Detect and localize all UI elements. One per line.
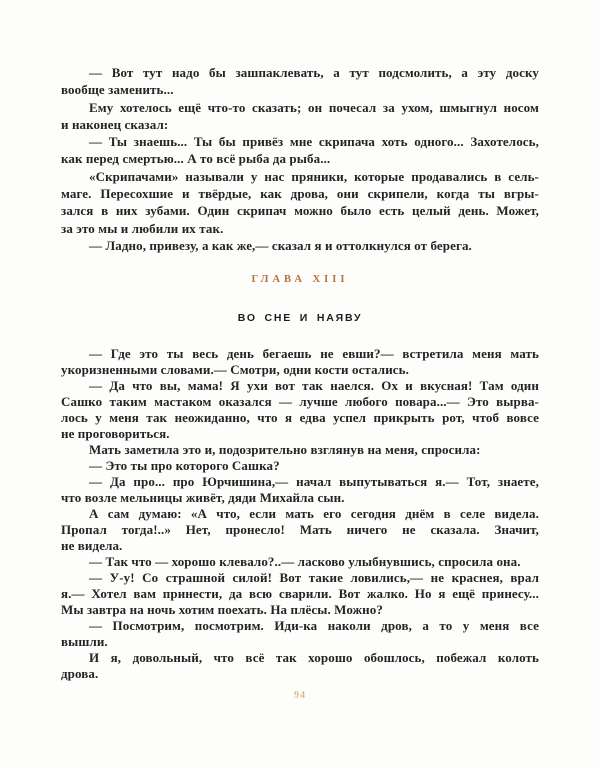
paragraph: [61, 99, 539, 134]
text-line: — У-у! Со страшной силой! Вот такие ловились,— не краснея, врал: [89, 570, 539, 586]
paragraph: [61, 618, 539, 650]
text-line: — Посмотрим, посмотрим. Иди-ка наколи дров, а то у меня все: [89, 618, 539, 634]
paragraph: [61, 168, 539, 237]
paragraph: [61, 570, 539, 618]
text-line: маге. Пересохшие и твёрдые, как дрова, они скрипели, когда ты вгры-: [61, 186, 539, 202]
chapter-heading: ГЛАВА XIII: [251, 274, 349, 286]
text-line: за это мы и любили их так.: [61, 220, 224, 236]
text-line: зался в них зубами. Один скрипач можно было есть целый день. Может,: [61, 203, 539, 219]
paragraph: [61, 133, 539, 168]
text-line: и наконец сказал:: [61, 116, 169, 132]
text-line: — Где это ты весь день бегаешь не евши?— встретила меня мать: [89, 346, 539, 362]
text-line: Ему хотелось ещё что-то сказать; он почесал за ухом, шмыгнул носом: [89, 99, 539, 115]
paragraph: [61, 378, 539, 442]
text-line: — Да что вы, мама! Я ухи вот так наелся. Ох и вкусная! Там один: [89, 378, 539, 394]
text-line: Мать заметила это и, подозрительно взглянув на меня, спросила:: [89, 442, 481, 458]
paragraph: [61, 458, 539, 474]
text-line: — Вот тут надо бы зашпаклевать, а тут подсмолить, а эту доску: [89, 65, 539, 80]
text-line: не видела.: [61, 538, 123, 554]
text-section-body: [61, 346, 539, 682]
paragraph: [61, 506, 539, 554]
paragraph: [61, 237, 539, 254]
text-section-top: [61, 64, 539, 254]
text-line: вышли.: [61, 634, 108, 650]
paragraph: [61, 474, 539, 506]
text-line: — Так что — хорошо клевало?..— ласково улыбнувшись, спросила она.: [89, 554, 521, 570]
text-line: Сашко таким мастаком оказался — лучше любого повара...— Это вырва-: [61, 394, 539, 410]
text-line: Мы завтра на ночь хотим поехать. На плёсы. Можно?: [61, 602, 383, 618]
paragraph: [61, 554, 539, 570]
text-line: не проговориться.: [61, 426, 170, 442]
paragraph: [61, 442, 539, 458]
text-line: дрова.: [61, 666, 99, 682]
text-line: «Скрипачами» называли у нас пряники, которые продавались в сель-: [89, 168, 539, 184]
text-line: я.— Хотел вам принести, да всю сварили. Вот жалко. Но я ещё принесу...: [61, 586, 539, 602]
text-line: — Да про... про Юрчишина,— начал выпутываться я.— Тот, знаете,: [89, 474, 539, 490]
chapter-title: ВО СНЕ И НАЯВУ: [237, 312, 363, 325]
text-line: Пропал тогда!..» Нет, пронесло! Мать ничего не сказала. Значит,: [61, 522, 539, 538]
text-line: — Ладно, привезу, а как же,— сказал я и оттолкнулся от берега.: [89, 237, 472, 253]
text-line: — Ты знаешь... Ты бы привёз мне скрипача хоть одного... Захотелось,: [89, 134, 539, 150]
text-line: лось у меня так неожиданно, что я едва успел прикрыть рот, чтоб вовсе: [61, 410, 539, 426]
text-line: И я, довольный, что всё так хорошо обошлось, побежал колоть: [89, 650, 539, 666]
text-line: А сам думаю: «А что, если мать его сегодня днём в селе видела.: [89, 506, 539, 522]
text-line: укоризненными словами.— Смотри, одни кости остались.: [61, 362, 409, 378]
paragraph: [61, 64, 539, 99]
text-line: что возле мельницы живёт, дяди Михайла сын.: [61, 490, 345, 506]
paragraph: [61, 650, 539, 682]
text-line: — Это ты про которого Сашка?: [89, 458, 280, 474]
page-number: 94: [294, 690, 306, 702]
text-line: вообще заменить...: [61, 82, 174, 98]
paragraph: [61, 346, 539, 378]
text-line: как перед смертью... А то всё рыба да рыба...: [61, 151, 331, 167]
